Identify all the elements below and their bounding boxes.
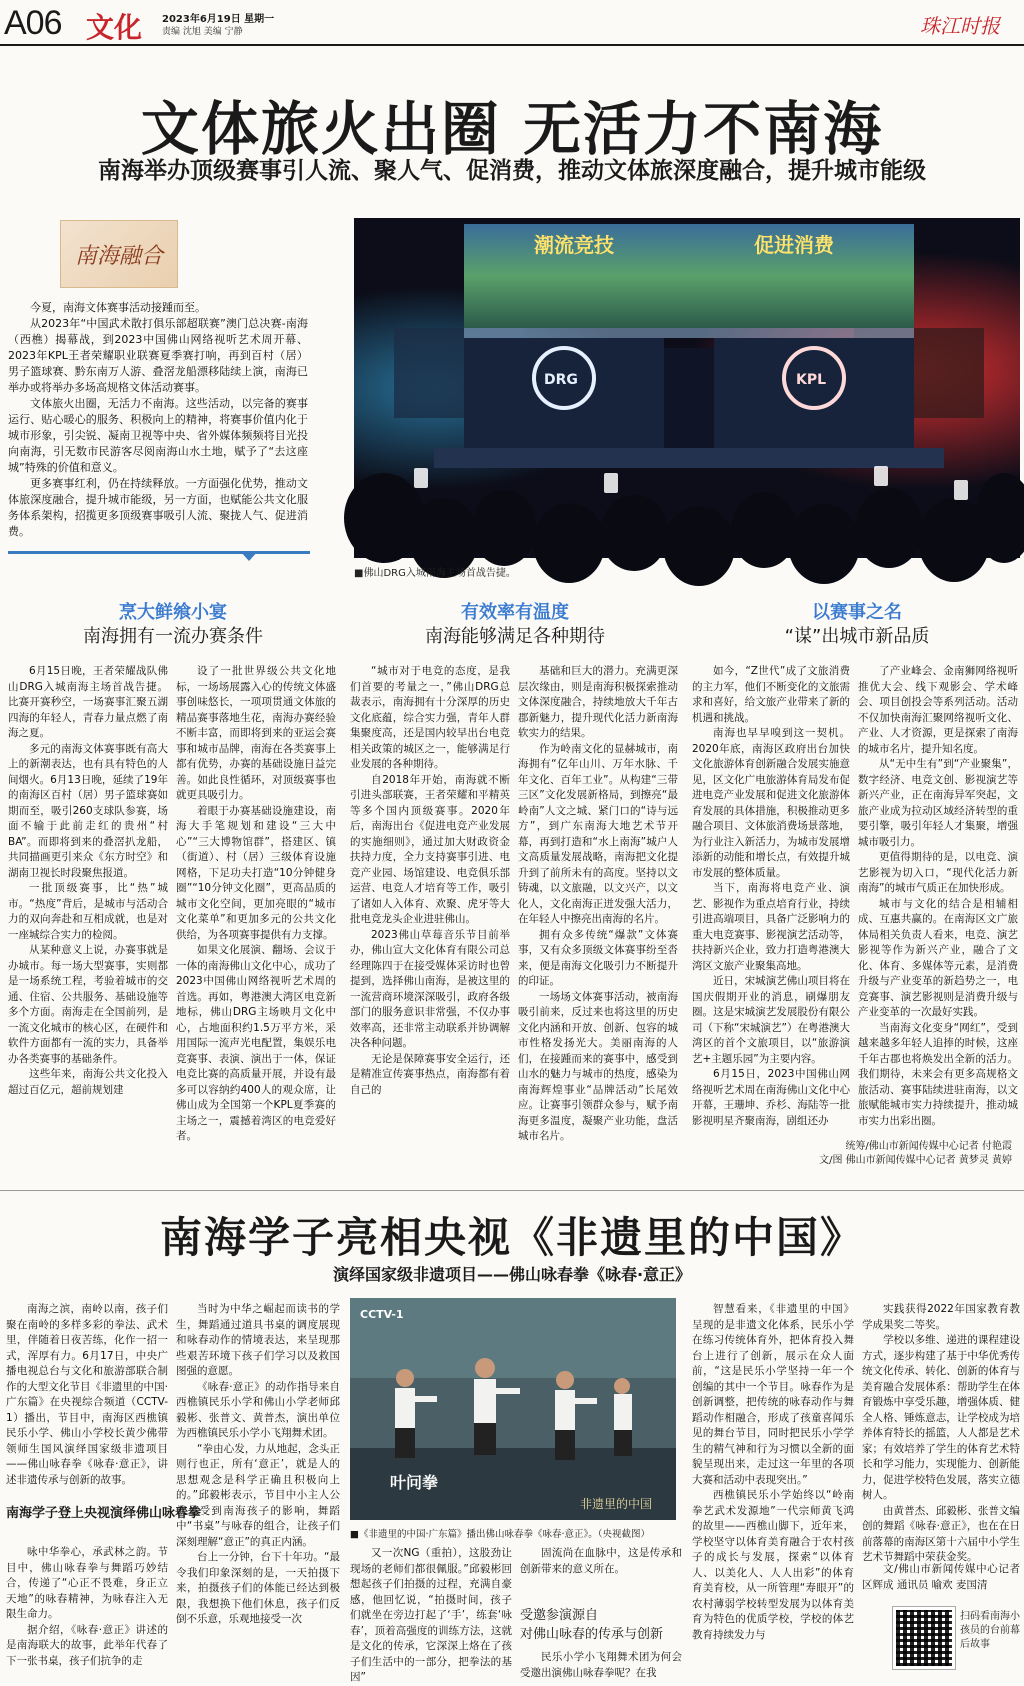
section-1-title: 南海拥有一流办赛条件 <box>83 626 263 647</box>
story-byline <box>692 1140 1012 1168</box>
paragraph: 南海也早早嗅到这一契机。2020年底，南海区政府出台加快文化旅游体育创新融合发展实施意见，区文化广电旅游体育局发布促进电竞产业发展和促进文化旅游体育发展的具体措施，积极推动更多融合项目、文体旅消费场景落地，为行业注入新活力，为城市发展增添新的动能和增长点，有效提升城市发展的整体质量。 <box>692 727 850 879</box>
paragraph: 一场场文体赛事活动，被南海吸引前来，反过来也将这里的历史文化内涵和开放、创新、包容的城市性格发扬光大。美丽南海的人们，在接踵而来的赛事中，感受到山水的魅力与城市的热度，感染为南海辉煌事业“品牌活动”长尾效应。让赛事引领群众参与，赋予南海更多温度，凝聚产业功能，盘活城市名片。 <box>518 990 678 1142</box>
paragraph: 这些年来，南海公共文化投入超过百亿元，超前规划建 <box>8 1068 168 1096</box>
paragraph: 从某种意义上说，办赛事就是办城市。每一场大型赛事，实则都是一场系统工程，考验着城市的交通、住宿、公共服务、基础设施等多个方面。南海走在全国前列，是一流文化城市的核心区，在硬件和软件方面都有一流的实力，具备举办各类赛事的基础条件。 <box>8 944 168 1065</box>
main-photo-caption: ■佛山DRG入城南海主场首战告捷。 <box>354 568 516 579</box>
paragraph: 当下，南海将电竞产业、演艺、影视作为重点培育行业，持续引进高端项目，具备广泛影响力的重大电竞赛事、影视演艺活动等，扶持新兴企业，致力打造粤港澳大湾区文旅产业聚集高地。 <box>692 882 850 972</box>
qr-code-label: 扫码看南海小孩员的台前幕后故事 <box>960 1611 1020 1650</box>
story2-byline <box>862 1562 1020 1602</box>
paragraph: 设了一批世界级公共文化地标，一场场展露入心的传统文体盛事创味悠长，一项项贯通文体旅的精品赛事落地生花，南海办赛经验不断丰富，而即将到来的亚运会赛事和城市品牌，南海在各类赛事上都有优势，办赛的基础设施日益完善。如此良性循环，对顶级赛事也就更具吸引力。 <box>176 665 336 801</box>
paragraph: 当时为中华之崛起而读书的学生，舞蹈通过道具书桌的调度展现和咏春动作的情境表达，来呈现那些艰苦环境下孩子们学习以及救国图强的意愿。 <box>176 1303 340 1377</box>
paragraph: 台上一分钟，台下十年功。“最令我们印象深刻的是，一天拍摄下来，拍摄孩子们的体能已经达到极限，我想换下他们休息，孩子们反倒不乐意，乐观地接受一次 <box>176 1551 340 1625</box>
paragraph: 民乐小学小飞翔舞术团为何会受邀出演佛山咏春拳呢？在我 <box>520 1651 682 1679</box>
story2-column-1b <box>6 1545 168 1679</box>
paragraph: 城市与文化的结合是相辅相成、互惠共赢的。在南海区文广旅体局相关负责人看来，电竞、演艺影视等作为新兴产业，融合了文化、体育、多媒体等元素，是消费升级与产业变革的新趋势之一，电竞赛事、演艺影视则是消费升级与产业变革的一次最好实践。 <box>858 897 1018 1018</box>
intro-text <box>8 300 308 540</box>
byline-text: 文/佛山市新闻传媒中心记者 区辉成 通讯员 喻欢 麦国清 <box>862 1563 1020 1591</box>
paragraph: 西樵镇民乐小学始终以“岭南拳艺武术发源地”一代宗师黄飞鸿的故里——西樵山脚下，近年来，学校坚守以体育美育融合于农村孩子的成长与发展，探索“以体育人、以美化人、人人出彩”的体育育美育校，从一所管理“寿眼开”的农村薄弱学校转型发展为以体育美育为特色的优质学校，学校的体艺教育持续发力与 <box>692 1489 854 1641</box>
team-left-label: DRG <box>544 372 578 388</box>
paper-name: 珠江时报 <box>920 14 1000 38</box>
column-logo-text: 南海融合 <box>74 243 163 269</box>
big-screen <box>464 224 914 328</box>
paragraph: 2023佛山草莓音乐节目前举办，佛山宣大文化体育有限公司总经理陈四于在接受媒体采访时也曾提到，选择佛山南海，是被这里的一流营商环境深深吸引，政府各级部门的服务意识非常强，不仅办事效率高，还非常主动联系并协调解决各种问题。 <box>350 928 510 1049</box>
section-1-kicker: 烹大鲜飨小宴 <box>119 602 227 623</box>
section-3-column-a <box>692 664 850 1134</box>
paragraph: 近日，宋城演艺佛山项目将在国庆假期开业的消息，刷爆朋友圈。这是宋城演艺发展股份有限公司（下称“宋城演艺”）在粤港澳大湾区的首个文旅项目，以“旅游演艺+主题乐园”为主要内容。 <box>692 975 850 1065</box>
paragraph: 无论是保障赛事安全运行，还是精准宣传赛事热点，南海都有着自己的 <box>350 1052 510 1096</box>
issue-date: 2023年6月19日 星期一 <box>162 14 275 25</box>
paragraph: 6月15日，2023中国佛山网络视听艺术周在南海佛山文化中心开幕，王珊坤、乔杉、海陆等一批影视明星齐聚南海，剧组还办 <box>692 1068 850 1127</box>
paragraph: 着眼于办赛基础设施建设，南海大手笔规划和建设“三大中心”“三大博物馆群”，搭建区、镇（街道）、村（居）三级体育设施网格，下足功夫打造“10分钟健身圈”“10分钟文化圈”，更高品质的城市文化空间，更加亮眼的“城市文化菜单”和更加多元的公共文化供给，为各项赛事提供有力支撑。 <box>176 804 336 941</box>
paragraph: 基础和巨大的潜力。充满更深层次缘由，则是南海积极探索推动文体深度融合，持续地放大千年古郡新魅力，提升现代化活力新南海软实力的结果。 <box>518 665 678 739</box>
paragraph: 从“无中生有”到“产业聚集”，数字经济、电竞文创、影视演艺等新兴产业，正在南海异军突起，文旅产业成为拉动区域经济转型的重要引擎，吸引年轻人才集聚，增强城市吸引力。 <box>858 758 1018 848</box>
intro-paragraph: 从2023年“中国武术散打俱乐部超联赛”澳门总决赛-南海（西樵）揭幕战，到2023中国佛山网络视听艺术周开幕、2023年KPL王者荣耀职业联赛夏季赛打响，再到百村（居）男子篮球赛、黔东南万人游、叠滘龙船漂移陆续上演，南海已举办或将举办多场高规格文体活动赛事。 <box>8 317 308 394</box>
stage-left-panel <box>464 338 664 458</box>
main-subheadline: 南海举办顶级赛事引人流、聚人气、促消费，推动文体旅深度融合，提升城市能级 <box>98 158 926 184</box>
paragraph: 多元的南海文体赛事既有高大上的新潮表达，也有具有特色的人间烟火。6月13日晚，延续了19年的南海区百村（居）男子篮球赛如期而至，吸引260支球队参赛，场面不输于此前走红的贵州“村BA”。而即将到来的叠滘扒龙船，共同描画更引来众《东方时空》和湖南卫视长时段聚焦报道。 <box>8 742 168 879</box>
paragraph: 据介绍，《咏春·意正》讲述的是南海联大的故事，此举年代春了下一张书桌，孩子们抗争的走 <box>6 1623 168 1667</box>
main-photo-esports-stage <box>354 218 1020 558</box>
team-right-label: KPL <box>796 372 827 388</box>
esports-stage-illustration <box>354 218 1020 558</box>
intro-divider <box>8 551 310 554</box>
page-number: A06 <box>4 4 62 42</box>
story2-column-3b <box>520 1546 682 1594</box>
paragraph: 南海之滨，南岭以南，孩子们聚在南岭的多样多彩的拳法、武术里，伴随着日夜苦练，化作一招一式，浑厚有力。6月17日，中央广播电视总台与文化和旅游部联合制作的大型文化节目《非遗里的中国·广东篇》在央视综合频道（CCTV-1）播出，节目中，南海区西樵镇民乐小学、佛山小学校长黄少佛带领师生国风演绎国家级非遗项目——佛山咏春拳《咏春·意正》，讲述非遗传承与创新的故事。 <box>6 1303 168 1486</box>
paragraph: 由黄普杰、邱毅彬、张普文编创的舞蹈《咏春·意正》，也在在日前落幕的南海区第十六届中小学生艺术节舞蹈中荣获金奖。 <box>862 1504 1020 1563</box>
masthead-rule <box>0 44 1024 46</box>
paragraph: 固流尚在血脉中，这是传承和创新带来的意义所在。 <box>520 1547 682 1575</box>
paragraph: 了产业峰会、金南狮网络视听推优大会、线下观影会、学术峰会、项目创投会等系列活动。活动不仅加快南海汇聚网络视听文化、产业、人才资源，更是探索了南海的城市名片，提升知名度。 <box>858 665 1018 755</box>
paragraph: 实践获得2022年国家教育教学成果奖二等奖。 <box>862 1303 1020 1331</box>
byline-line: 统筹/佛山市新闻传媒中心记者 付艳霞 <box>845 1141 1012 1152</box>
column-logo <box>60 220 178 288</box>
section-3-column-b <box>858 664 1018 1134</box>
cctv-logo: CCTV-1 <box>360 1308 404 1321</box>
story2-box-title <box>520 1606 700 1644</box>
story2-column-5 <box>862 1302 1020 1563</box>
box-title-text: 受邀参演源自 对佛山咏春的传承与创新 <box>520 1608 664 1642</box>
story2-column-2 <box>176 1302 340 1678</box>
editors-credit: 责编 沈旭 美编 宁静 <box>162 27 243 37</box>
intro-paragraph: 今夏，南海文体赛事活动接踵而至。 <box>30 301 206 314</box>
paragraph: 咏中华拳心，承武林之韵。节目中，佛山咏春拳与舞蹈巧妙结合，传递了“心正不畏难，身正立天地”的咏春精神，为咏春注入无限生命力。 <box>6 1546 168 1620</box>
wing-chun-illustration <box>350 1298 676 1520</box>
paragraph: 智慧看来，《非遗里的中国》呈现的是非遗文化体系，民乐小学在练习传统体育外，把体育投入舞台上进行了创新，展示在众人面前，“这是民乐小学坚持一年一个创编的其中一个节目。咏春作为是创新调整，把传统的咏春动作与舞蹈动作相融合，形成了孩童喜闻乐见的舞台节目，同时把民乐小学学生的精气神和行为习惯以全新的面貌呈现出来，走过这一年里的各项大赛和活动中表现突出。” <box>692 1303 854 1486</box>
paragraph: “拳由心发，力从地起，念头正则行也正，所有‘意正’，就是人的思想观念是科学正确且积极向上的。”邱毅彬表示，节目中小主人公就是受到南海孩子的影响，舞蹈中“书桌”与咏春的组合，让孩子们深刻理解“意正”的真正内涵。 <box>176 1442 340 1548</box>
paragraph: 作为岭南文化的显赫城市，南海拥有“亿年山川、万年水脉、千年文化、百年工业”。从构建“三带三区”文化发展新格局，到擦亮“最岭南”人文之城、紧门口的“诗与远方”，到广东南海大地艺术节开幕，再到打造和“水上南海”城户人文高质量发展战略，南海把文化提升到了前所未有的高度。坚持以文铸魂，以文旅融，以文兴产，以文化人，文化南海正迸发强大活力，在年轻人中擦亮出南海的名片。 <box>518 742 678 925</box>
section-3-title: “谋”出城市新品质 <box>784 626 930 647</box>
paragraph: 自2018年开始，南海就不断引进头部联赛，王者荣耀和平精英等多个国内顶级赛事。2020年后，南海出台《促进电竞产业发展的实施细则》，通过加大财政资金扶持力度，全力支持赛事引进、电竞产业园、场馆建设、电竞俱乐部运营、电竞人才培育等工作，吸引了诸如人入体育、欢聚、虎牙等大批电竞龙头企业进驻佛山。 <box>350 773 510 925</box>
intro-paragraph: 更多赛事红利，仍在持续释放。一方面强化优势，推动文体旅深度融合，提升城市能级，另一方面，也赋能公共文化服务体系架构，招揽更多顶级赛事吸引人流、聚拢人气、促进消费。 <box>8 477 308 538</box>
story2-column-3a <box>350 1546 512 1683</box>
section-name: 文化 <box>86 11 143 44</box>
story2-side-title: 南海学子登上央视演绎佛山咏春拳 <box>6 1506 202 1521</box>
stage-right-panel <box>714 338 914 458</box>
section-1-column-a <box>8 664 168 1164</box>
paragraph: 如果文化展演、翻场、会议于一体的南海佛山文化中心，成功了2023中国佛山网络视听艺术周的首选。再如，粤港澳大湾区电竞新地标，佛山DRG主场映月文化中心，占地面积约1.5万平方米，采用国际一流声光电配置，集娱乐电竞赛事、表演、演出于一体，保证电竞比赛的高质量开展，并设有最多可以容纳约400人的观众席，让佛山成为全国第一个KPL夏季赛的主场之一，震撼着湾区的电竞爱好者。 <box>176 944 336 1142</box>
paragraph: 学校以多维、递进的课程建设方式，逐步构建了基于中华优秀传统文化传承、转化、创新的体育与美育融合发展体系：帮助学生在体育锻炼中享受乐趣，增强体质、健全人格、锤炼意志，让学校成为培养体育特长的摇篮，人人都是艺术家；有效培养了学生的体育艺术特长和学习能力，实现能力、创新能力，促进学校特色发展，落实立德树人。 <box>862 1334 1020 1501</box>
wing-chun-photo <box>350 1298 676 1520</box>
section-3-kicker: 以赛事之名 <box>812 602 902 623</box>
story2-column-3c <box>520 1650 682 1678</box>
section-2-kicker: 有效率有温度 <box>461 602 569 623</box>
intro-divider-arrow <box>240 551 258 561</box>
screen-text-right: 促进消费 <box>754 233 834 257</box>
story-divider <box>0 1190 1024 1191</box>
paragraph: 《咏春·意正》的动作指导来自西樵镇民乐小学和佛山小学老师邱毅彬、张普文、黄普杰，演出单位为西樵镇民乐小学小飞翔舞术团。 <box>176 1380 340 1439</box>
paragraph: 更值得期待的是，以电竞、演艺影视为切入口，“现代化活力新南海”的城市气质正在加快形成。 <box>858 851 1018 894</box>
section-2-title: 南海能够满足各种期待 <box>425 626 605 647</box>
qr-code-icon[interactable] <box>893 1607 955 1669</box>
section-2-column-a <box>350 664 510 1164</box>
paragraph: 拥有众多传统“爆款”文体赛事，又有众多顶级文体赛事纷至沓来，便是南海文化吸引力不断提升的印证。 <box>518 928 678 987</box>
screen-text-left: 潮流竞技 <box>534 233 614 257</box>
main-headline: 文体旅火出圈 无活力不南海 <box>140 95 884 163</box>
paragraph: 又一次NG（重拍），这股劲让现场的老师们都很佩服。”邱毅彬回想起孩子们拍摄的过程，充满自豪感，他回忆说，“拍摄时间，孩子们就坐在旁边打起了‘手’，练套‘咏春’，顶着高强度的训练方法，这就是文化的传承，它深深上烙在了孩子们生活中的一部分，把拳法的基因” <box>350 1547 512 1683</box>
section-2-column-b <box>518 664 678 1164</box>
story2-column-4 <box>692 1302 854 1678</box>
paragraph: 一批顶级赛事，比“热”城市。“热度”背后，是城市与活动合力的双向奔赴和互相成就，也是对一座城综合实力的检阅。 <box>8 882 168 941</box>
paragraph: 如今，“Z世代”成了文旅消费的主力军，他们不断变化的文旅需求和喜好，给文旅产业带来了新的机遇和挑战。 <box>692 665 850 724</box>
second-headline: 南海学子亮相央视《非遗里的中国》 <box>159 1213 864 1262</box>
paragraph: 当南海文化变身“网红”，受到越来越多年轻人追捧的时候，这座千年古郡也将焕发出全新的活力。我们期待，未来会有更多高规格文旅活动、赛事陆续进驻南海，以文旅赋能城市实力持续提升，推动城市实力出彩出圈。 <box>858 1021 1018 1127</box>
second-subheadline: 演绎国家级非遗项目——佛山咏春拳《咏春·意正》 <box>332 1265 692 1284</box>
story2-column-1 <box>6 1302 168 1498</box>
section-1-column-b <box>176 664 336 1164</box>
intro-paragraph: 文体旅火出圈，无活力不南海。这些活动，以完备的赛事运行、贴心暖心的服务、积极向上的精神，将赛事价值内化于城市形象，引尖锐、凝南卫视等中央、省外媒体频频将目光投向南海，引无数市民游客尽阅南海山水土地，赋予了“去这座城”特殊的价值和意义。 <box>8 397 308 474</box>
photo-caption-title: 叶问拳 <box>390 1473 439 1492</box>
wing-chun-photo-caption: ■《非遗里的中国·广东篇》播出佛山咏春拳《咏春·意正》。（央视截图） <box>350 1529 651 1540</box>
paragraph: “城市对于电竞的态度，是我们首要的考量之一，”佛山DRG总裁表示，南海拥有十分深厚的历史文化底蕴，综合实力强，青年人群集聚度高，还是国内较早出台电竞相关政策的城区之一，能够满足行业发展的各种期待。 <box>350 665 510 770</box>
byline-line: 文/图 佛山市新闻传媒中心记者 黄梦灵 黄婷 <box>819 1155 1012 1166</box>
paragraph: 6月15日晚，王者荣耀战队佛山DRG入城南海主场首战告捷。比赛开赛秒空，一场赛事汇聚五湖四海的年轻人，青春力量点燃了南海之夏。 <box>8 665 168 739</box>
photo-program-badge: 非遗里的中国 <box>580 1497 653 1511</box>
